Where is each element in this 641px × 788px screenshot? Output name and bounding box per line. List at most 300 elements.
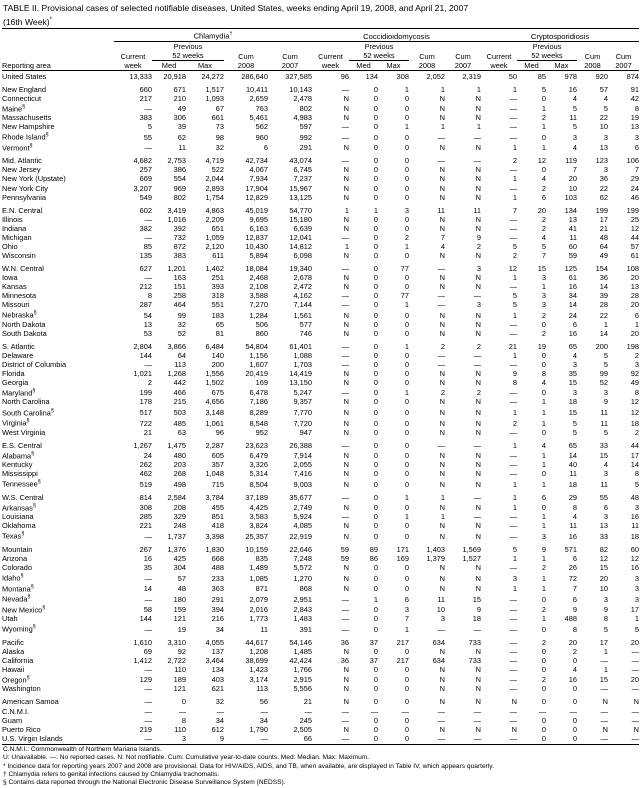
reporting-area-cell: New England xyxy=(2,84,46,94)
data-cell: — xyxy=(509,93,517,103)
data-cell: 58 xyxy=(143,605,152,615)
data-cell: 11 xyxy=(600,407,608,417)
data-cell: 1,517 xyxy=(205,84,224,94)
data-cell: 1,268 xyxy=(167,368,186,378)
data-cell: 1 xyxy=(634,319,639,329)
table-row[interactable] xyxy=(2,156,639,165)
data-cell: 0 xyxy=(541,724,546,734)
data-cell: 59 xyxy=(340,544,349,554)
data-cell: — xyxy=(144,594,152,604)
table-row[interactable] xyxy=(2,478,639,489)
data-cell: 22,646 xyxy=(289,544,312,554)
table-row[interactable] xyxy=(2,697,639,706)
data-cell: 18 xyxy=(568,479,577,489)
table-row[interactable] xyxy=(2,502,639,513)
data-cell: 2 xyxy=(572,646,577,656)
data-cell: — xyxy=(144,104,152,114)
data-cell: 2,120 xyxy=(205,241,224,251)
data-cell: — xyxy=(341,350,349,360)
data-cell: 1 xyxy=(404,512,409,522)
data-cell: 0 xyxy=(373,573,378,583)
table-row[interactable] xyxy=(2,242,639,251)
table-row[interactable] xyxy=(2,441,639,450)
data-cell: 7,144 xyxy=(293,300,312,310)
table-row[interactable] xyxy=(2,224,639,233)
data-cell: 6 xyxy=(541,492,546,502)
table-row[interactable] xyxy=(2,460,639,469)
colhead-cum-chlamydia-2007: Cum xyxy=(282,51,298,61)
data-cell: 1 xyxy=(512,440,517,450)
data-cell: 3 xyxy=(541,291,546,301)
colhead-med-chlamydia: Med xyxy=(161,60,177,70)
data-cell: 9,003 xyxy=(293,479,312,489)
data-cell: 517 xyxy=(139,407,152,417)
table-row[interactable] xyxy=(2,215,639,224)
table-row[interactable] xyxy=(2,469,639,478)
data-cell: 0 xyxy=(373,427,378,437)
reporting-area-cell: Rhode Island§ xyxy=(2,132,49,142)
table-row[interactable] xyxy=(2,282,639,291)
data-cell: 10 xyxy=(599,122,608,132)
reporting-area-cell: Florida xyxy=(2,368,25,378)
table-row[interactable] xyxy=(2,85,639,94)
data-cell: — xyxy=(509,281,517,291)
data-cell: 498 xyxy=(173,479,186,489)
table-row[interactable] xyxy=(2,165,639,174)
table-row[interactable] xyxy=(2,554,639,563)
table-row[interactable] xyxy=(2,707,639,716)
data-cell: 12,829 xyxy=(245,192,268,202)
table-row[interactable] xyxy=(2,674,639,685)
data-cell: 6,745 xyxy=(293,165,312,175)
table-row[interactable] xyxy=(2,329,639,338)
area-footnote-marker: § xyxy=(31,450,35,457)
data-cell: 571 xyxy=(564,544,577,554)
data-cell: 0 xyxy=(404,521,409,531)
data-cell: 63 xyxy=(177,427,186,437)
data-cell: 113 xyxy=(174,359,186,369)
data-cell: 22 xyxy=(599,310,608,320)
table-row[interactable] xyxy=(2,193,639,202)
data-cell: 53 xyxy=(143,328,152,338)
data-cell: — xyxy=(341,156,349,166)
data-cell: 13 xyxy=(143,319,152,329)
data-cell: 1 xyxy=(541,451,546,461)
data-cell: 13 xyxy=(630,281,639,291)
data-cell: 392 xyxy=(173,223,186,233)
data-cell: 6 xyxy=(541,192,546,202)
data-cell: N xyxy=(343,697,349,707)
table-row[interactable] xyxy=(2,604,639,615)
table-row[interactable] xyxy=(2,656,639,665)
data-cell: 245 xyxy=(299,715,312,725)
area-footnote-marker: § xyxy=(32,387,36,394)
data-cell: 39 xyxy=(599,291,608,301)
data-cell: 1,489 xyxy=(249,563,268,573)
data-cell: 0 xyxy=(404,503,409,513)
disease-group-header-row xyxy=(2,31,639,41)
data-cell: 65 xyxy=(568,440,577,450)
data-cell: 85 xyxy=(537,71,546,81)
reporting-area-cell: Minnesota xyxy=(2,291,37,301)
reporting-area-cell: E.S. Central xyxy=(2,440,42,450)
reporting-area-cell: Delaware xyxy=(2,350,34,360)
data-cell: 464 xyxy=(173,300,186,310)
area-footnote-marker: § xyxy=(22,103,26,110)
data-cell: 306 xyxy=(173,113,186,123)
data-cell: 425 xyxy=(173,553,186,563)
data-cell: 13,333 xyxy=(129,71,152,81)
data-cell: N xyxy=(343,192,349,202)
data-cell: 0 xyxy=(404,104,409,114)
data-cell: — xyxy=(437,350,445,360)
data-cell: N xyxy=(439,143,445,153)
data-cell: 1 xyxy=(541,521,546,531)
data-cell: 3 xyxy=(634,573,639,583)
data-cell: 10,411 xyxy=(245,84,268,94)
data-cell: 2 xyxy=(634,350,639,360)
data-cell: 1 xyxy=(541,512,546,522)
data-cell: 8 xyxy=(147,291,152,301)
data-cell: N xyxy=(343,310,349,320)
data-cell: — xyxy=(509,451,517,461)
data-cell: 125 xyxy=(564,263,577,273)
table-row[interactable] xyxy=(2,264,639,273)
data-cell: 2 xyxy=(541,675,546,685)
data-cell: 144 xyxy=(139,350,152,360)
data-cell: 1,267 xyxy=(133,440,152,450)
data-cell: 69 xyxy=(143,646,152,656)
data-cell: 1 xyxy=(512,407,517,417)
data-cell: — xyxy=(144,143,152,153)
data-cell: 0 xyxy=(373,319,378,329)
data-cell: 144 xyxy=(139,614,152,624)
data-cell: 1,766 xyxy=(293,664,312,674)
data-cell: 21 xyxy=(303,697,312,707)
data-cell: 0 xyxy=(373,724,378,734)
data-cell: 2 xyxy=(541,637,546,647)
data-cell: 0 xyxy=(404,132,409,142)
data-cell: 20,419 xyxy=(245,368,268,378)
data-cell: N xyxy=(439,328,445,338)
data-cell: 1,088 xyxy=(293,350,312,360)
data-cell: 11 xyxy=(569,113,577,123)
data-cell: 7,934 xyxy=(249,174,268,184)
table-row[interactable] xyxy=(2,378,639,387)
table-row[interactable] xyxy=(2,725,639,734)
table-row[interactable] xyxy=(2,206,639,215)
data-cell: 8 xyxy=(572,503,577,513)
data-cell: N xyxy=(475,192,481,202)
data-cell: 34 xyxy=(215,715,224,725)
data-cell: 5,247 xyxy=(293,388,312,398)
data-cell: — xyxy=(509,469,517,479)
reporting-area-cell: New York (Upstate) xyxy=(2,174,66,184)
data-cell: N xyxy=(343,143,349,153)
data-cell: — xyxy=(341,388,349,398)
table-row[interactable] xyxy=(2,647,639,656)
table-row[interactable] xyxy=(2,572,639,583)
data-cell: N xyxy=(439,646,445,656)
data-cell: 216 xyxy=(211,614,224,624)
data-cell: 611 xyxy=(212,250,224,260)
data-cell: 15 xyxy=(599,675,608,685)
data-cell: 99 xyxy=(177,310,186,320)
colhead-cum-crypto-2008: Cum xyxy=(584,51,601,61)
table-row[interactable] xyxy=(2,665,639,674)
reporting-area-cell: New York City xyxy=(2,183,49,193)
data-cell: 0 xyxy=(373,291,378,301)
data-cell: N xyxy=(343,368,349,378)
table-row[interactable] xyxy=(2,563,639,572)
data-cell: 0 xyxy=(373,132,378,142)
data-cell: 0 xyxy=(373,165,378,175)
data-cell: 2,843 xyxy=(293,605,312,615)
data-cell: N xyxy=(475,165,481,175)
table-row[interactable] xyxy=(2,184,639,193)
data-cell: 61 xyxy=(568,272,577,282)
data-cell: 61,401 xyxy=(289,341,312,351)
data-cell: 10 xyxy=(436,605,445,615)
data-cell: 0 xyxy=(404,697,409,707)
data-cell: 0 xyxy=(404,584,409,594)
table-row[interactable] xyxy=(2,387,639,398)
data-cell: — xyxy=(473,359,481,369)
data-cell: 39 xyxy=(177,122,186,132)
data-cell: 3 xyxy=(541,272,546,282)
data-cell: 50 xyxy=(508,71,517,81)
reporting-area-cell: Georgia xyxy=(2,377,29,387)
reporting-area-cell: Nebraska§ xyxy=(2,310,37,320)
reporting-area-cell: Maryland§ xyxy=(2,387,36,398)
data-cell: N xyxy=(343,573,349,583)
table-row[interactable] xyxy=(2,291,639,300)
data-cell: 920 xyxy=(595,71,608,81)
data-cell: N xyxy=(343,281,349,291)
data-cell: N xyxy=(343,214,349,224)
data-cell: 28 xyxy=(630,291,639,301)
data-cell: 64 xyxy=(177,350,186,360)
area-footnote-marker: § xyxy=(20,573,24,580)
data-cell: 1 xyxy=(512,350,517,360)
data-cell: 0 xyxy=(373,733,378,743)
data-cell: 3 xyxy=(404,605,409,615)
data-cell: 1,059 xyxy=(205,232,224,242)
table-row[interactable] xyxy=(2,174,639,183)
table-row[interactable] xyxy=(2,122,639,131)
data-cell: N xyxy=(475,104,481,114)
data-cell: 383 xyxy=(139,113,152,123)
table-row[interactable] xyxy=(2,545,639,554)
colhead-week-cocci: week xyxy=(321,60,340,70)
data-cell: N xyxy=(343,469,349,479)
data-cell: — xyxy=(144,232,152,242)
table-row[interactable] xyxy=(2,369,639,378)
table-row[interactable] xyxy=(2,428,639,437)
table-row[interactable] xyxy=(2,614,639,623)
data-cell: 3,207 xyxy=(133,183,152,193)
data-cell: 49 xyxy=(177,104,186,114)
reporting-area-cell: Texas§ xyxy=(2,531,25,541)
data-cell: — xyxy=(509,359,517,369)
data-cell: 11 xyxy=(178,143,186,153)
data-cell: 0 xyxy=(541,697,546,707)
table-row[interactable] xyxy=(2,360,639,369)
data-cell: — xyxy=(341,706,349,716)
data-cell: 0 xyxy=(373,93,378,103)
data-cell: — xyxy=(509,655,517,665)
table-row[interactable] xyxy=(2,734,639,743)
table-row[interactable] xyxy=(2,623,639,634)
table-row[interactable] xyxy=(2,583,639,594)
table-row[interactable] xyxy=(2,417,639,428)
table-row[interactable] xyxy=(2,493,639,502)
table-row[interactable] xyxy=(2,593,639,604)
data-cell: N xyxy=(475,397,481,407)
table-row[interactable] xyxy=(2,309,639,320)
data-cell: 0 xyxy=(404,165,409,175)
reporting-area-cell: W.N. Central xyxy=(2,263,44,273)
data-cell: 8 xyxy=(634,469,639,479)
data-cell: 0 xyxy=(373,183,378,193)
data-cell: 217 xyxy=(139,93,152,103)
area-footnote-marker: § xyxy=(32,502,36,509)
data-cell: — xyxy=(631,646,639,656)
data-cell: 1 xyxy=(541,584,546,594)
data-cell: — xyxy=(437,733,445,743)
data-cell: 562 xyxy=(255,122,268,132)
data-cell: 1 xyxy=(440,122,445,132)
data-cell: 199 xyxy=(139,388,152,398)
table-row[interactable] xyxy=(2,72,639,81)
table-row[interactable] xyxy=(2,320,639,329)
data-cell: 3 xyxy=(603,512,608,522)
table-row[interactable] xyxy=(2,113,639,122)
data-cell: N xyxy=(633,697,639,707)
table-row[interactable] xyxy=(2,342,639,351)
data-cell: 0 xyxy=(404,684,409,694)
data-cell: 1 xyxy=(512,143,517,153)
data-cell: — xyxy=(144,359,152,369)
data-cell: 3 xyxy=(634,594,639,604)
data-cell: N xyxy=(439,165,445,175)
data-cell: — xyxy=(509,132,517,142)
data-cell: 0 xyxy=(404,479,409,489)
data-cell: 9 xyxy=(512,368,517,378)
data-cell: 1 xyxy=(404,241,409,251)
data-cell: 29 xyxy=(630,174,639,184)
data-cell: 2,044 xyxy=(205,174,224,184)
reporting-area-cell: American Samoa xyxy=(2,697,59,707)
data-cell: 5 xyxy=(147,122,152,132)
table-row[interactable] xyxy=(2,131,639,142)
data-cell: — xyxy=(341,605,349,615)
table-row[interactable] xyxy=(2,273,639,282)
table-row[interactable] xyxy=(2,512,639,521)
data-cell: 835 xyxy=(255,553,268,563)
data-cell: 0 xyxy=(404,733,409,743)
data-cell: — xyxy=(569,706,577,716)
table-row[interactable] xyxy=(2,684,639,693)
data-cell: 1,284 xyxy=(249,310,268,320)
data-cell: 0 xyxy=(373,460,378,470)
table-row[interactable] xyxy=(2,397,639,406)
data-cell: 15 xyxy=(599,563,608,573)
data-cell: — xyxy=(341,263,349,273)
data-cell: 3 xyxy=(634,584,639,594)
data-cell: 9 xyxy=(541,544,546,554)
table-row[interactable] xyxy=(2,300,639,309)
table-row[interactable] xyxy=(2,530,639,541)
data-cell: 8,548 xyxy=(249,418,268,428)
data-cell: 7,770 xyxy=(293,407,312,417)
data-cell: 3 xyxy=(634,359,639,369)
data-cell: 0 xyxy=(373,377,378,387)
data-cell: 2 xyxy=(476,341,481,351)
table-row[interactable] xyxy=(2,233,639,242)
data-cell: 1 xyxy=(404,624,409,634)
data-cell: N xyxy=(439,113,445,123)
data-cell: 135 xyxy=(139,250,152,260)
data-cell: 1,403 xyxy=(426,544,445,554)
table-row[interactable] xyxy=(2,716,639,725)
data-cell: 29 xyxy=(568,492,577,502)
data-cell: N xyxy=(475,563,481,573)
table-row[interactable] xyxy=(2,407,639,418)
data-cell: 0 xyxy=(541,165,546,175)
table-row[interactable] xyxy=(2,450,639,461)
footnote-line: C.N.M.I.: Commonwealth of Northern Mariana Islands. xyxy=(3,745,162,753)
data-cell: 16 xyxy=(568,328,577,338)
group-header-chlamydia xyxy=(114,31,312,41)
table-row[interactable] xyxy=(2,251,639,260)
data-cell: 549 xyxy=(139,192,152,202)
table-row[interactable] xyxy=(2,94,639,103)
data-cell: — xyxy=(631,655,639,665)
colhead-cum-cocci-2007: Cum xyxy=(455,51,471,61)
table-row[interactable] xyxy=(2,103,639,114)
data-cell: N xyxy=(439,451,445,461)
data-cell: 0 xyxy=(404,359,409,369)
reporting-area-cell: California xyxy=(2,655,34,665)
data-cell: N xyxy=(475,531,481,541)
table-row[interactable] xyxy=(2,142,639,153)
data-cell: 0 xyxy=(404,350,409,360)
data-cell: 33 xyxy=(599,531,608,541)
table-row[interactable] xyxy=(2,638,639,647)
data-cell: 1 xyxy=(541,143,546,153)
data-cell: — xyxy=(341,594,349,604)
data-cell: 308 xyxy=(396,71,409,81)
data-cell: 62 xyxy=(177,132,186,142)
data-cell: 0 xyxy=(373,684,378,694)
data-cell: 10,143 xyxy=(289,84,312,94)
data-cell: 0 xyxy=(404,113,409,123)
table-row[interactable] xyxy=(2,521,639,530)
data-cell: 12 xyxy=(599,553,608,563)
data-cell: — xyxy=(509,512,517,522)
data-cell: 0 xyxy=(541,132,546,142)
data-cell: 3,174 xyxy=(249,675,268,685)
data-cell: 0 xyxy=(541,624,546,634)
data-cell: 0 xyxy=(373,156,378,166)
table-row[interactable] xyxy=(2,351,639,360)
data-cell: 612 xyxy=(211,724,224,734)
data-cell: N xyxy=(343,675,349,685)
data-cell: 18 xyxy=(630,418,639,428)
data-cell: 13,150 xyxy=(289,377,312,387)
data-cell: — xyxy=(260,733,268,743)
